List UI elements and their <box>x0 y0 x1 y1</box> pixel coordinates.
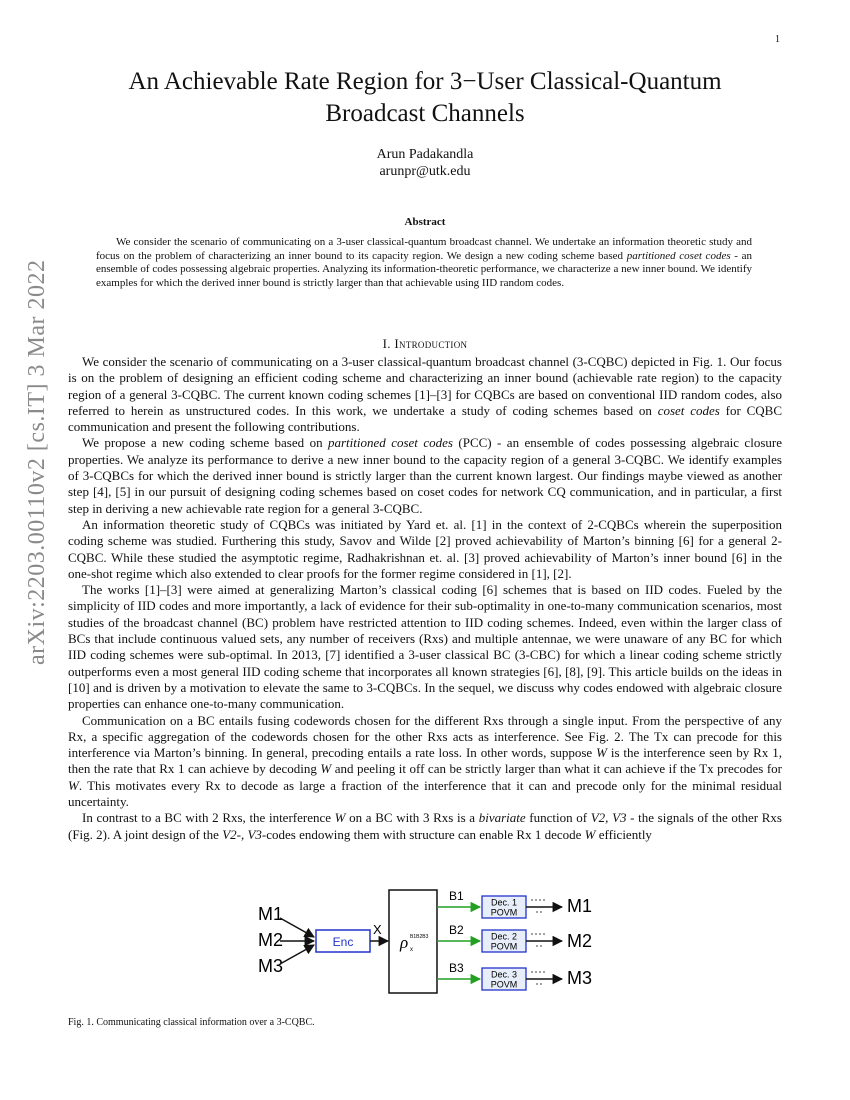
measurement-dots <box>531 900 545 984</box>
paragraph-5: Communication on a BC entails fusing codewords chosen for the different Rxs through a single input. From the perspective of any Rx, a specific aggregation of the codewords chosen for the other Rxs acts as interference. See Fig. 2. The Tx can precode for this interference via Marton’s binning. In general, precoding entails a rate loss. In other words, suppose W is the interference seen by Rx 1, then the rate that Rx 1 can achieve by decoding W and peeling it off can be strictly larger than what it can achieve if the Tx precodes for W. This motivates every Rx to decode as large a fraction of the interference that it can and precode only for the minimal residual uncertainty. <box>68 712 783 810</box>
decoder-3-povm: POVM <box>490 979 518 990</box>
channel-state-sub: x <box>410 947 413 953</box>
channel-input-label: X <box>373 922 382 937</box>
figure-caption: Fig. 1. Communicating classical information over a 3-CQBC. <box>68 1017 315 1028</box>
paragraph-3: An information theoretic study of CQBCs was initiated by Yard et. al. [1] in the context of 2-CQBCs wherein the superposition coding scheme was studied. Furthering this study, Savov and Wilde [2] proved achievability of Marton’s binning [6] for a general 2-CQBC. While these studied the asymptotic regime, Radhakrishnan et. al. [3] proved achievability of Marton’s inner bound [6] in the one-shot regime which also extended to clear proofs for the former regime considered in [1], [2]. <box>68 516 782 581</box>
paragraph-6: In contrast to a BC with 2 Rxs, the interference W on a BC with 3 Rxs is a bivariate function of V2, V3 - the signals of the other Rxs (Fig. 2). A joint design of the V2-, V3-codes endowing them with structure can enable Rx 1 decode W efficiently <box>68 810 782 842</box>
author-name: Arun Padakandla <box>376 147 474 162</box>
paragraph-4: The works [1]–[3] were aimed at generalizing Marton’s classical coding [6] schemes that is based on IID codes. Fueled by the simplicity of IID codes and more importantly, a lack of evidence for their sub-optimality in one-to-many communication scenarios, most studies of the broadcast channel (BC) problem have restricted attention to IID coding schemes. Indeed, even within the larger class of BCs that include continuous valued sets, any number of receivers (Rxs) and multiple antennae, we were unaware of any BC for which IID coding schemes were sub-optimal. In 2013, [7] identified a 3-user classical BC (3-CBC) for which a linear coding scheme strictly outperforms even a most general IID coding scheme that incorporates all known strategies [6], [8], [9]. This article builds on the ideas in [10] and is driven by a motivation to elevate the same to 3-CQBCs. In the sequel, we discuss why codes endowed with algebraic closure properties can enhance one-to-many communication. <box>68 582 782 712</box>
decoder-3-name: Dec. 3 <box>490 969 518 980</box>
paragraph-2: We propose a new coding scheme based on partitioned coset codes (PCC) - an ensemble of codes possessing algebraic closure properties. We analyze its performance to derive a new inner bound to the capacity region of a general 3-CQBC. We identify examples of 3-CQBCs for which the derived inner bound is strictly larger than the current known largest. Our findings maybe viewed as another step [4], [5] in our pursuit of designing coding schemes based on coset codes for network CQ communication, and in particular, a first step in deriving a new achievable rate region for a general 3-CQBC. <box>68 435 782 516</box>
decoder-2-povm: POVM <box>490 941 518 952</box>
input-arrow-3 <box>280 945 314 964</box>
output-b3-label: B3 <box>449 961 464 975</box>
estimate-m1-label: M1 <box>567 896 593 916</box>
body-text <box>68 354 782 843</box>
abstract-text: We consider the scenario of communicating on a 3-user classical-quantum broadcast channel. We undertake an information theoretic study and focus on the problem of characterizing an inner bound to its capacity region. We design a new coding scheme based partitioned coset codes - an ensemble of codes possessing algebraic properties. Analyzing its information-theoretic performance, we characterize a new inner bound. We identify examples for which the derived inner bound is strictly larger than that achievable using IID random codes. <box>96 236 752 289</box>
section-heading: I. Introduction <box>382 336 468 351</box>
decoder-2-name: Dec. 2 <box>490 931 518 942</box>
estimate-m2-label: M2 <box>567 931 593 951</box>
page-number: 1 <box>775 34 780 45</box>
input-m1-label: M1 <box>258 904 284 924</box>
author-email: arunpr@utk.edu <box>379 164 471 179</box>
output-b2-label: B2 <box>449 923 464 937</box>
figure-1-diagram <box>240 880 600 1005</box>
input-m2-label: M2 <box>258 930 284 950</box>
output-b1-label: B1 <box>449 889 464 903</box>
paper-title <box>0 66 850 130</box>
title-line-2: Broadcast Channels <box>325 100 525 127</box>
abstract-heading: Abstract <box>404 216 446 228</box>
channel-state-sup: B1B2B3 <box>410 934 429 940</box>
encoder-label: Enc <box>332 935 354 949</box>
author-block <box>0 146 850 180</box>
input-arrow-1 <box>280 918 314 937</box>
decoder-1-name: Dec. 1 <box>490 897 518 908</box>
input-m3-label: M3 <box>258 956 284 976</box>
title-line-1: An Achievable Rate Region for 3−User Classical-Quantum <box>128 68 722 95</box>
decoder-1-povm: POVM <box>490 907 518 918</box>
channel-state-rho: ρ <box>400 933 409 952</box>
paragraph-1: We consider the scenario of communicating on a 3-user classical-quantum broadcast channel (3-CQBC) depicted in Fig. 1. Our focus is on the problem of designing an efficient coding scheme and characterizing an inner bound (achievable rate region) to the capacity region of a general 3-CQBC. The current known coding schemes [1]–[3] for CQBCs are based on conventional IID random codes, also referred to herein as unstructured codes. In this work, we undertake a study of coding schemes based on coset codes for CQBC communication and present the following contributions. <box>68 354 783 435</box>
channel-box <box>389 890 437 993</box>
estimate-m3-label: M3 <box>567 968 593 988</box>
